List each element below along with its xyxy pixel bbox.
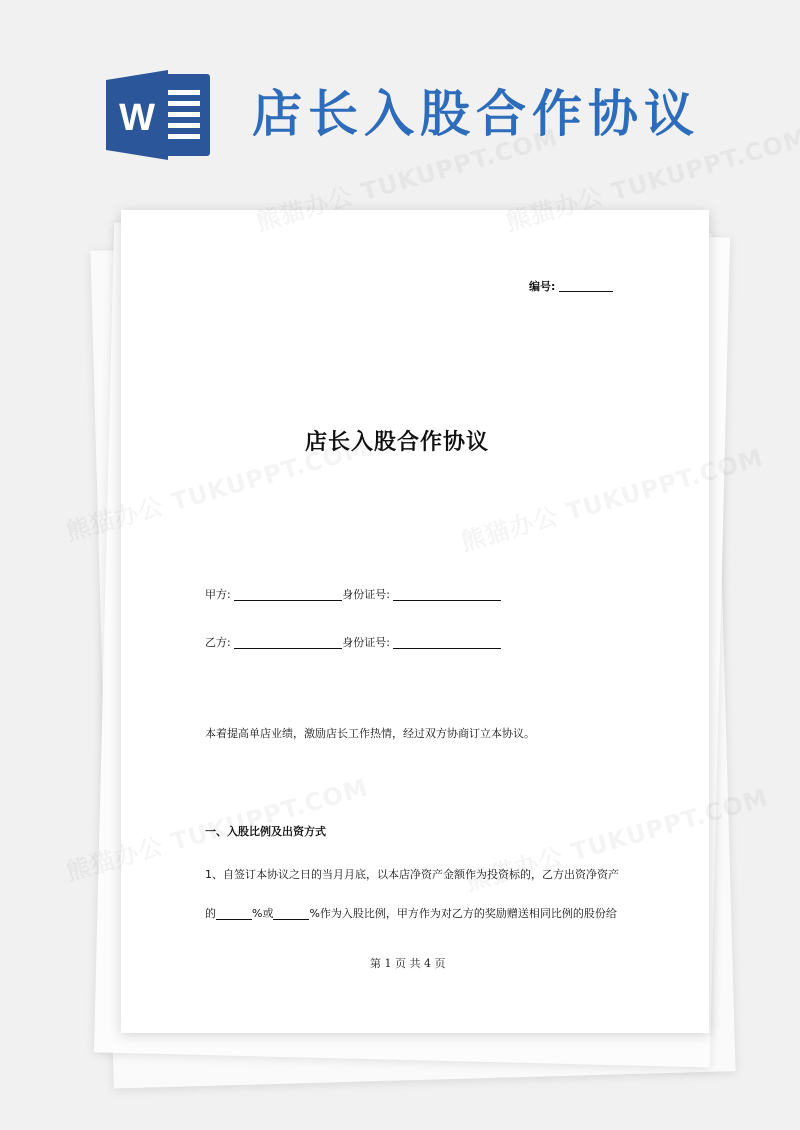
clause-line-2 (205, 905, 617, 921)
clause-line-2-prefix: 的 (205, 907, 216, 920)
section-heading: 一、入股比例及出资方式 (205, 825, 326, 838)
serial-number (529, 278, 613, 294)
clause-line-2-suffix: %作为入股比例，甲方作为对乙方的奖励赠送相同比例的股份给 (309, 907, 617, 920)
page-footer: 第 1 页 共 4 页 (370, 957, 446, 970)
party-a-id-label: 身份证号: (342, 588, 390, 601)
word-document-icon (106, 70, 212, 160)
intro-paragraph: 本着提高单店业绩，激励店长工作热情，经过双方协商订立本协议。 (205, 727, 535, 740)
percent-blank-2 (273, 907, 309, 920)
word-logo-letter: W (119, 97, 155, 139)
party-b-label: 乙方: (205, 636, 231, 649)
document-title: 店长入股合作协议 (305, 430, 490, 455)
clause-line-1: 1、自签订本协议之日的当月月底，以本店净资产金额作为投资标的，乙方出资净资产 (205, 868, 619, 881)
party-b-row (205, 634, 501, 650)
party-a-row (205, 586, 501, 602)
party-a-id-blank (393, 588, 501, 601)
clause-line-2-or: %或 (252, 907, 274, 920)
percent-blank-1 (216, 907, 252, 920)
party-b-id-label: 身份证号: (342, 636, 390, 649)
party-b-id-blank (393, 636, 501, 649)
banner-title: 店长入股合作协议 (252, 85, 700, 143)
serial-label: 编号: (529, 280, 556, 293)
serial-blank (559, 279, 613, 292)
party-a-blank (234, 588, 342, 601)
party-a-label: 甲方: (205, 588, 231, 601)
party-b-blank (234, 636, 342, 649)
